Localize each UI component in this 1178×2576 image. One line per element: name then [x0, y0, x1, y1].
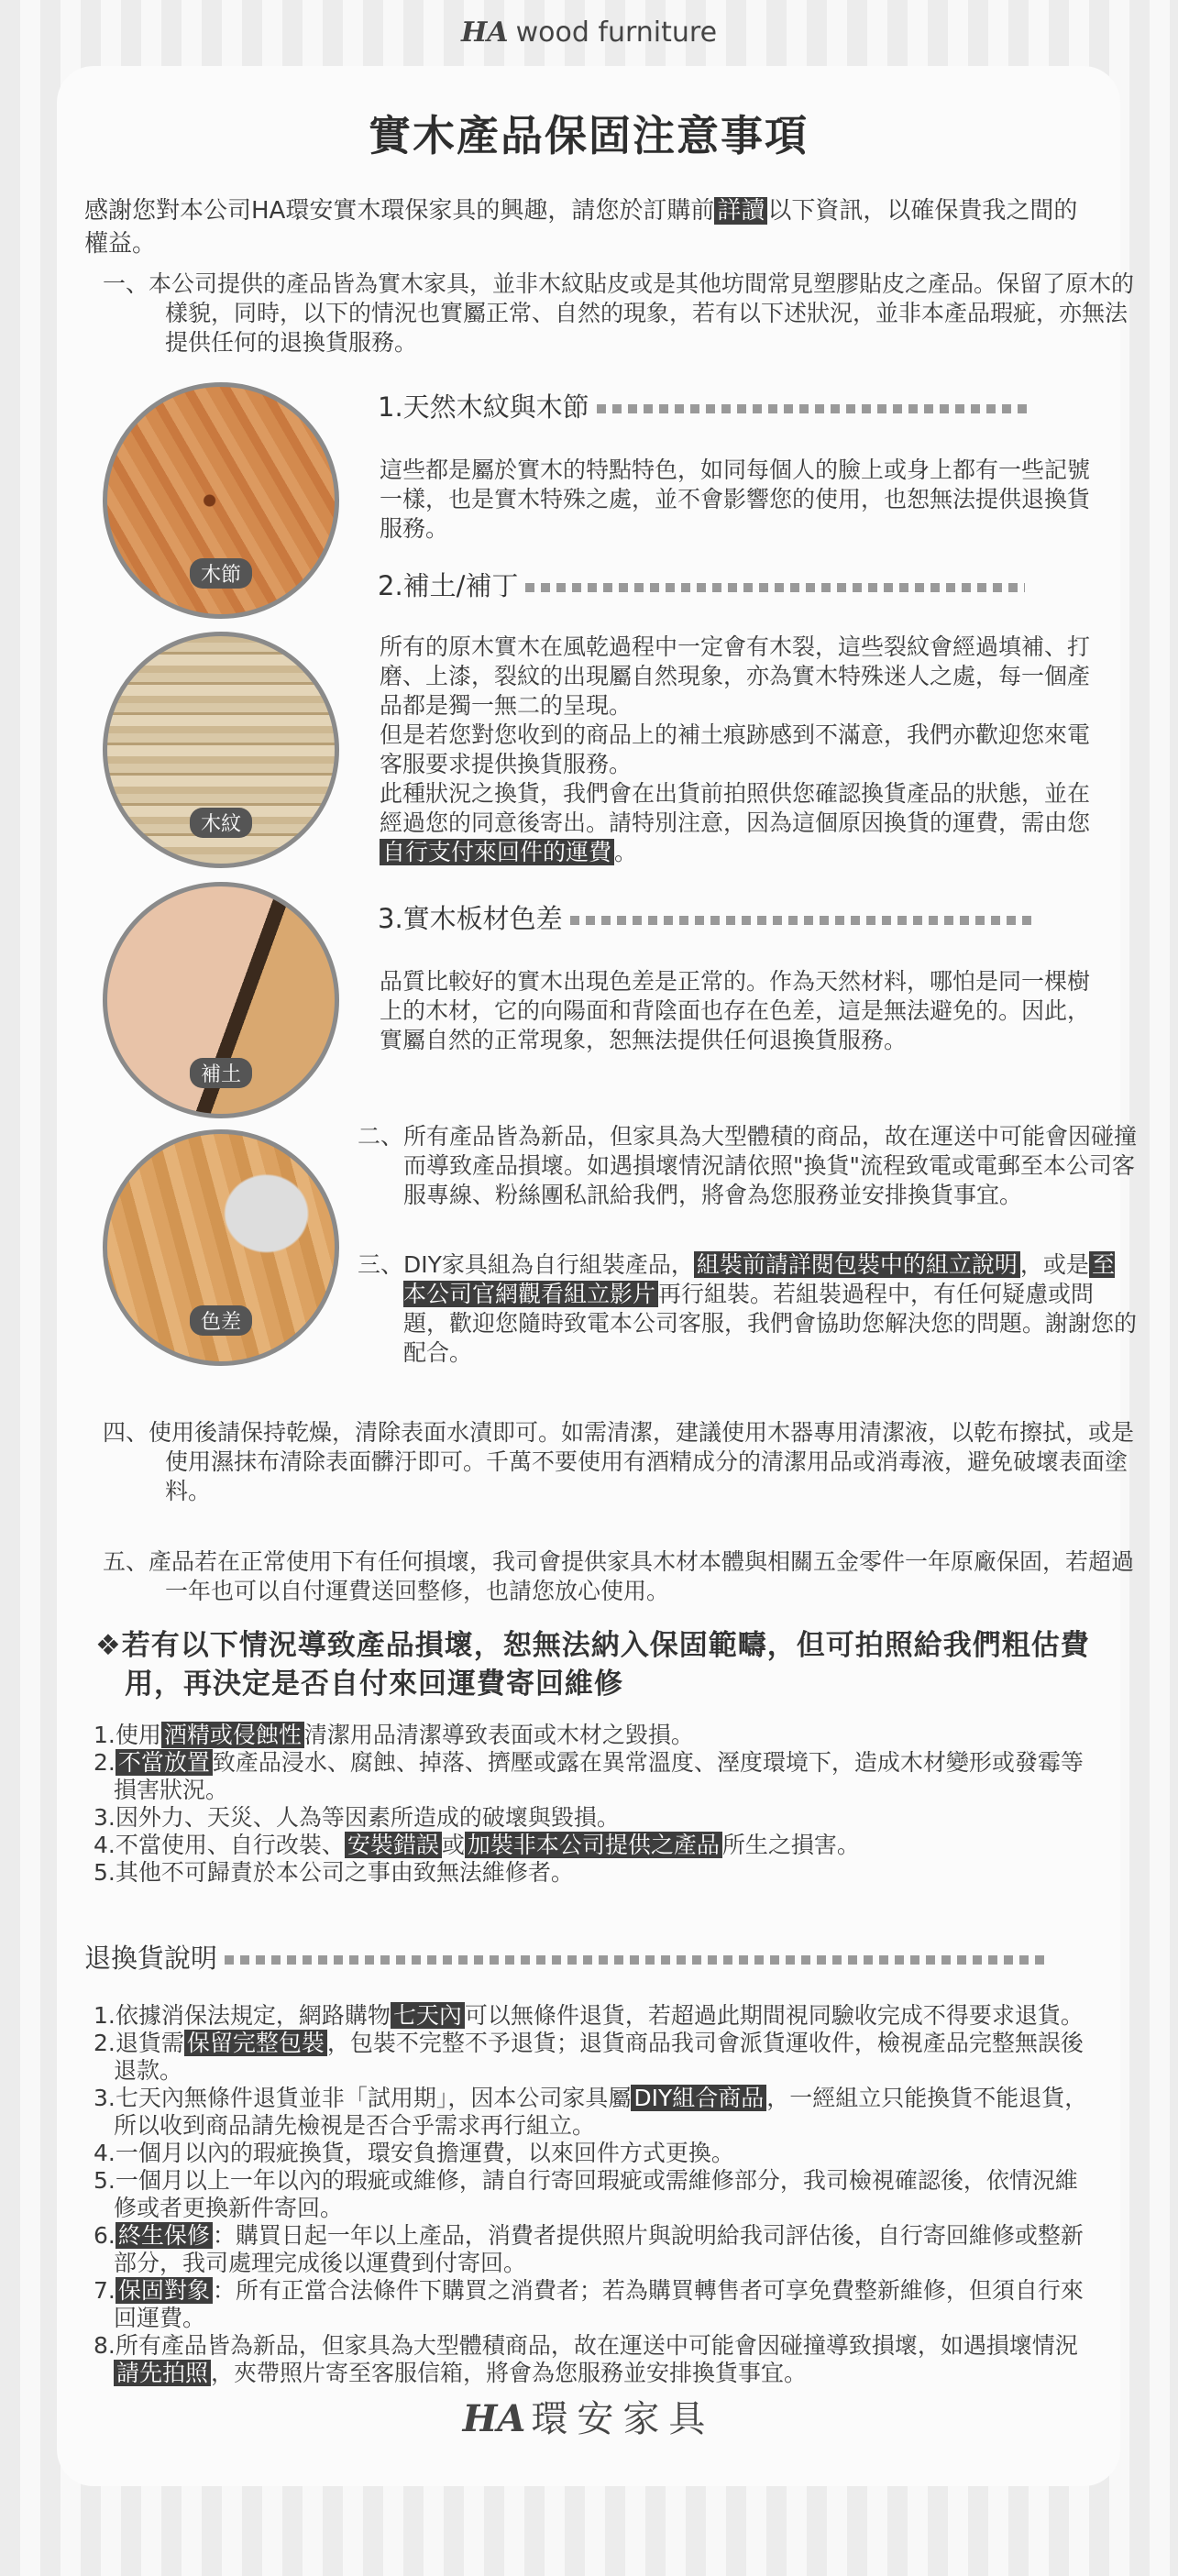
sub2-end: 。 — [614, 839, 638, 865]
sub3-heading — [378, 898, 1033, 936]
damage-list — [94, 1722, 1093, 1887]
image-tag-color: 色差 — [190, 1305, 252, 1336]
return-item — [94, 2140, 1093, 2167]
item3-highlight1: 組裝前請詳閱包裝中的組立說明 — [694, 1251, 1020, 1278]
page-title: 實木產品保固注意事項 — [369, 111, 809, 160]
damage-text: 清潔用品清潔導致表面或木材之毀損。 — [303, 1722, 694, 1748]
return-text: ，一經組立只能換貨不能退貨，所以收到商品請先檢視是否合乎需求再行組立。 — [114, 2085, 1088, 2139]
return-highlight: 終生保修 — [116, 2222, 213, 2249]
brand-header — [0, 17, 1178, 49]
return-item — [94, 2277, 1093, 2332]
item-3 — [358, 1250, 1137, 1368]
return-item — [94, 2167, 1093, 2222]
image-tag-filler: 補土 — [190, 1058, 252, 1088]
brand-name: wood furniture — [515, 17, 718, 49]
return-title: 退換貨說明 — [84, 1943, 218, 1974]
sub3-title: 3.實木板材色差 — [378, 903, 563, 934]
return-text: 4.一個月以內的瑕疵換貨，環安負擔運費，以來回件方式更換。 — [94, 2140, 734, 2166]
damage-text: 或 — [441, 1832, 465, 1858]
return-text: 3.七天內無條件退貨並非「試用期」，因本公司家具屬 — [94, 2085, 632, 2111]
item-5: 五、產品若在正常使用下有任何損壞，我司會提供家具木材本體與相關五金零件一年原廠保固，若超過一年也可以自付運費送回整修，也請您放心使用。 — [103, 1548, 1135, 1604]
item3-mid: ，或是 — [1019, 1251, 1089, 1278]
notice-heading: ❖若有以下情況導致產品損壞，恕無法納入保固範疇，但可拍照給我們粗估費用，再決定是否自付來回運費寄回維修 — [95, 1629, 1090, 1701]
return-item — [94, 2030, 1093, 2085]
item3-pre: 三、DIY家具組為自行組裝產品， — [358, 1251, 694, 1278]
sub2-body — [380, 633, 1095, 867]
damage-item — [94, 1859, 1093, 1887]
damage-highlight: 酒精或侵蝕性 — [161, 1722, 304, 1748]
color-difference-image — [103, 1129, 339, 1366]
damage-text: 致產品浸水、腐蝕、掉落、擠壓或露在異常溫度、溼度環境下，造成木材變形或發霉等損害狀況。 — [114, 1749, 1084, 1803]
damage-text: 5.其他不可歸責於本公司之事由致無法維修者。 — [94, 1859, 574, 1886]
damage-highlight: 不當放置 — [116, 1749, 213, 1776]
return-text: ，包裝不完整不予退貨；退貨商品我司會派貨運收件，檢視產品完整無誤後退款。 — [114, 2030, 1084, 2084]
return-heading — [84, 1938, 1050, 1976]
return-text: 1.依據消保法規定，網路購物 — [94, 2002, 391, 2029]
wood-grain-image — [103, 632, 339, 868]
sub3-body: 品質比較好的實木出現色差是正常的。作為天然材料，哪怕是同一棵樹上的木材，它的向陽面和背陰面也存在色差，這是無法避免的。因此，實屬自然的正常現象，恕無法提供任何退換貨服務。 — [380, 968, 1091, 1053]
sub2-para3 — [380, 779, 1095, 867]
damage-item — [94, 1722, 1093, 1749]
damage-item — [94, 1804, 1093, 1832]
damage-highlight: 加裝非本公司提供之產品 — [465, 1832, 722, 1858]
item-1: 一、本公司提供的產品皆為實木家具，並非木紋貼皮或是其他坊間常見塑膠貼皮之產品。保留了原木的樣貌，同時，以下的情況也實屬正常、自然的現象，若有以下述狀況，並非本產品瑕疵，亦無法提供任何的退換貨服務。 — [103, 270, 1135, 356]
divider-dots — [225, 1955, 1050, 1965]
return-highlight: 保固對象 — [116, 2277, 213, 2304]
sub2-highlight: 自行支付來回件的運費 — [380, 839, 614, 865]
damage-text: 3.因外力、天災、人為等因素所造成的破壞與毀損。 — [94, 1804, 620, 1831]
return-text: ：購買日起一年以上產品，消費者提供照片與說明給我司評估後，自行寄回維修或整新部分，我司處理完成後以運費到付寄回。 — [114, 2222, 1084, 2276]
sub1-title: 1.天然木紋與木節 — [378, 391, 589, 423]
damage-text: 所生之損害。 — [721, 1832, 860, 1858]
return-item — [94, 2332, 1093, 2387]
sub2-para2: 但是若您對您收到的商品上的補土痕跡感到不滿意，我們亦歡迎您來電客服要求提供換貨服務。 — [380, 721, 1091, 777]
return-text: ，夾帶照片寄至客服信箱，將會為您服務並安排換貨事宜。 — [211, 2360, 808, 2386]
sub2-para1: 所有的原木實木在風乾過程中一定會有木裂，這些裂紋會經過填補、打磨、上漆，裂紋的出現屬自然現象，亦為實木特殊迷人之處，每一個產品都是獨一無二的呈現。 — [380, 633, 1091, 719]
return-highlight: DIY組合商品 — [631, 2085, 766, 2111]
damage-item — [94, 1832, 1093, 1859]
divider-dots — [570, 916, 1033, 925]
image-tag-knot: 木節 — [190, 558, 252, 589]
return-text: 6. — [94, 2222, 116, 2249]
footer-brand — [57, 2390, 1120, 2442]
brand-logo: HA — [460, 17, 509, 49]
wood-knot-image — [103, 382, 339, 619]
sub2-heading — [378, 566, 1025, 603]
return-text: 2.退貨需 — [94, 2030, 184, 2056]
intro-pre: 感謝您對本公司HA環安實木環保家具的興趣，請您於訂購前 — [84, 197, 715, 225]
return-highlight: 保留完整包裝 — [184, 2030, 327, 2056]
footer-logo: HA — [462, 2397, 526, 2440]
sub1-heading — [378, 387, 1028, 424]
returns-list — [94, 2002, 1093, 2387]
intro-highlight: 詳讀 — [714, 197, 767, 225]
return-text: 8.所有產品皆為新品，但家具為大型體積商品，故在運送中可能會因碰撞導致損壞，如遇損壞情況 — [94, 2332, 1078, 2359]
return-highlight: 請先拍照 — [114, 2360, 211, 2386]
return-highlight: 七天內 — [391, 2002, 465, 2029]
wood-filler-image — [103, 882, 339, 1118]
return-text: ：所有正當合法條件下購買之消費者；若為購買轉售者可享免費整新維修，但須自行來回運費。 — [114, 2277, 1084, 2331]
intro-post: 以下資訊，以確保貴我之間的權益。 — [84, 197, 1078, 258]
content-card — [57, 66, 1138, 2486]
intro-text — [84, 194, 1093, 260]
item3-post: 再行組裝。若組裝過程中，有任何疑慮或問題，歡迎您隨時致電本公司客服，我們會協助您解決您的問題。謝謝您的配合。 — [403, 1281, 1138, 1366]
footer-name: 環安家具 — [531, 2398, 715, 2440]
sub2-title: 2.補土/補丁 — [378, 570, 519, 601]
return-text: 5.一個月以上一年以內的瑕疵或維修，請自行寄回瑕疵或需維修部分，我司檢視確認後，依情況維修或者更換新件寄回。 — [94, 2167, 1078, 2221]
sub1-body: 這些都是屬於實木的特點特色，如同每個人的臉上或身上都有一些記號一樣，也是實木特殊之處，並不會影響您的使用，也恕無法提供退換貨服務。 — [380, 457, 1091, 542]
damage-item — [94, 1749, 1093, 1804]
return-item — [94, 2222, 1093, 2277]
item-4: 四、使用後請保持乾燥，清除表面水漬即可。如需清潔，建議使用木器專用清潔液，以乾布擦拭，或是使用濕抹布清除表面髒汙即可。千萬不要使用有酒精成分的清潔用品或消毒液，避免破壞表面塗料。 — [103, 1419, 1135, 1504]
divider-dots — [525, 583, 1025, 592]
return-text: 7. — [94, 2277, 116, 2304]
damage-text: 4.不當使用、自行改裝、 — [94, 1832, 345, 1858]
sub2-para3-text: 此種狀況之換貨，我們會在出貨前拍照供您確認換貨產品的狀態，並在經過您的同意後寄出。請特別注意，因為這個原因換貨的運費，需由您 — [380, 780, 1091, 836]
damage-text: 2. — [94, 1749, 116, 1776]
return-text: 可以無條件退貨，若超過此期間視同驗收完成不得要求退貨。 — [464, 2002, 1084, 2029]
image-tag-grain: 木紋 — [190, 808, 252, 838]
divider-dots — [597, 404, 1028, 413]
return-item — [94, 2002, 1093, 2030]
item3-highlight2: 至本公司官網觀看組立影片 — [403, 1251, 1115, 1307]
damage-text: 1.使用 — [94, 1722, 161, 1748]
item-2: 二、所有產品皆為新品，但家具為大型體積的商品，故在運送中可能會因碰撞而導致產品損壞。如遇損壞情況請依照"換貨"流程致電或電郵至本公司客服專線、粉絲團私訊給我們，將會為您服務並安排換貨事宜。 — [358, 1123, 1138, 1208]
return-item — [94, 2085, 1093, 2140]
damage-highlight: 安裝錯誤 — [345, 1832, 442, 1858]
